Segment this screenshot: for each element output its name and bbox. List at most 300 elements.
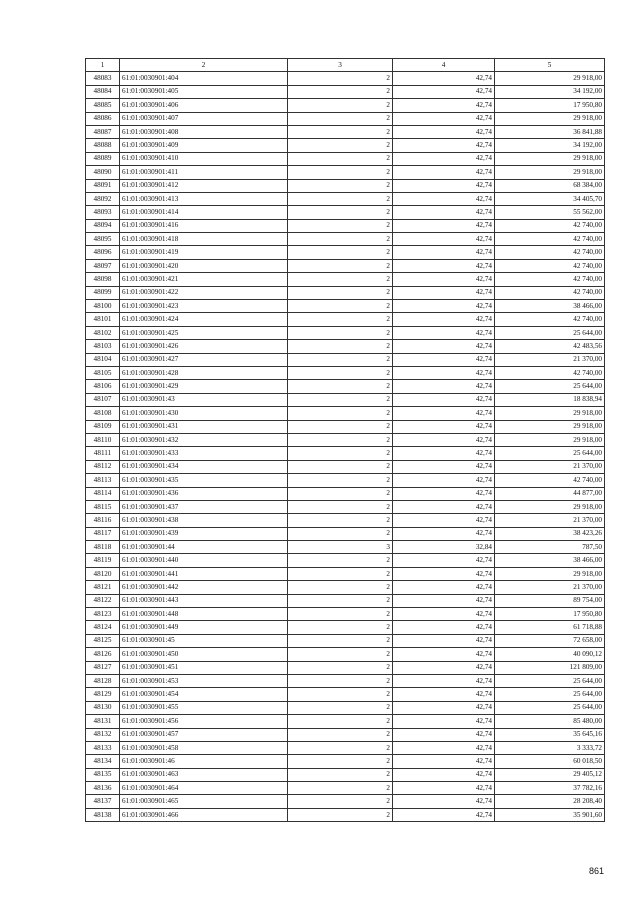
table-cell-col-2: 61:01:0030901:426: [120, 340, 288, 353]
table-header: [86, 59, 605, 72]
table-cell-col-2: 61:01:0030901:441: [120, 567, 288, 580]
table-cell-col-5: 89 754,00: [495, 594, 605, 607]
table-cell-col-3: 2: [288, 313, 393, 326]
table-row: [86, 768, 605, 781]
table-cell-col-1: 48105: [86, 366, 120, 379]
table-cell-col-1: 48131: [86, 715, 120, 728]
table-cell-col-5: 29 918,00: [495, 407, 605, 420]
table-cell-col-3: 2: [288, 768, 393, 781]
table-cell-col-1: 48113: [86, 474, 120, 487]
table-row: [86, 808, 605, 821]
table-row: [86, 433, 605, 446]
table-cell-col-4: 42,74: [393, 795, 495, 808]
table-cell-col-4: 42,74: [393, 527, 495, 540]
table-cell-col-2: 61:01:0030901:422: [120, 286, 288, 299]
table-cell-col-4: 42,74: [393, 674, 495, 687]
table-row: [86, 125, 605, 138]
table-row: [86, 192, 605, 205]
table-row: [86, 366, 605, 379]
table-cell-col-3: 2: [288, 755, 393, 768]
header-col-4: 4: [393, 59, 495, 72]
table-cell-col-3: 2: [288, 246, 393, 259]
table-cell-col-2: 61:01:0030901:414: [120, 206, 288, 219]
table-cell-col-5: 44 877,00: [495, 487, 605, 500]
table-cell-col-2: 61:01:0030901:440: [120, 554, 288, 567]
table-cell-col-3: 2: [288, 621, 393, 634]
table-cell-col-3: 2: [288, 715, 393, 728]
table-cell-col-3: 3: [288, 541, 393, 554]
table-cell-col-2: 61:01:0030901:421: [120, 273, 288, 286]
table-cell-col-5: 21 370,00: [495, 353, 605, 366]
table-cell-col-5: 29 918,00: [495, 166, 605, 179]
table-row: [86, 99, 605, 112]
table-cell-col-3: 2: [288, 152, 393, 165]
table-cell-col-5: 38 423,26: [495, 527, 605, 540]
table-cell-col-5: 34 192,00: [495, 85, 605, 98]
table-cell-col-1: 48097: [86, 259, 120, 272]
table-row: [86, 634, 605, 647]
table-row: [86, 741, 605, 754]
table-cell-col-3: 2: [288, 782, 393, 795]
table-cell-col-1: 48102: [86, 326, 120, 339]
table-cell-col-5: 42 483,56: [495, 340, 605, 353]
table-cell-col-2: 61:01:0030901:412: [120, 179, 288, 192]
table-body: [86, 72, 605, 822]
table-cell-col-4: 42,74: [393, 366, 495, 379]
table-cell-col-1: 48083: [86, 72, 120, 85]
table-row: [86, 541, 605, 554]
table-cell-col-3: 2: [288, 233, 393, 246]
table-cell-col-1: 48129: [86, 688, 120, 701]
table-cell-col-2: 61:01:0030901:427: [120, 353, 288, 366]
table-cell-col-1: 48088: [86, 139, 120, 152]
table-cell-col-4: 42,74: [393, 206, 495, 219]
table-cell-col-4: 42,74: [393, 447, 495, 460]
table-cell-col-5: 21 370,00: [495, 514, 605, 527]
table-cell-col-1: 48137: [86, 795, 120, 808]
table-cell-col-5: 36 841,88: [495, 125, 605, 138]
table-cell-col-5: 121 809,00: [495, 661, 605, 674]
table-cell-col-4: 42,74: [393, 728, 495, 741]
table-cell-col-4: 42,74: [393, 219, 495, 232]
table-cell-col-4: 42,74: [393, 554, 495, 567]
table-cell-col-2: 61:01:0030901:454: [120, 688, 288, 701]
table-cell-col-3: 2: [288, 728, 393, 741]
table-cell-col-1: 48085: [86, 99, 120, 112]
table-cell-col-2: 61:01:0030901:425: [120, 326, 288, 339]
table-cell-col-4: 42,74: [393, 634, 495, 647]
table-cell-col-4: 42,74: [393, 139, 495, 152]
table-row: [86, 152, 605, 165]
table-cell-col-5: 29 918,00: [495, 567, 605, 580]
header-col-1: 1: [86, 59, 120, 72]
table-cell-col-4: 42,74: [393, 701, 495, 714]
table-cell-col-5: 29 918,00: [495, 72, 605, 85]
table-cell-col-2: 61:01:0030901:448: [120, 608, 288, 621]
table-cell-col-4: 42,74: [393, 233, 495, 246]
table-cell-col-5: 42 740,00: [495, 233, 605, 246]
table-cell-col-1: 48094: [86, 219, 120, 232]
table-cell-col-4: 42,74: [393, 72, 495, 85]
table-cell-col-1: 48136: [86, 782, 120, 795]
table-row: [86, 795, 605, 808]
table-cell-col-3: 2: [288, 85, 393, 98]
table-cell-col-1: 48104: [86, 353, 120, 366]
table-cell-col-4: 42,74: [393, 594, 495, 607]
table-cell-col-2: 61:01:0030901:420: [120, 259, 288, 272]
table-cell-col-4: 42,74: [393, 688, 495, 701]
table-cell-col-4: 42,74: [393, 661, 495, 674]
table-cell-col-3: 2: [288, 273, 393, 286]
table-cell-col-4: 42,74: [393, 286, 495, 299]
header-row: [86, 59, 605, 72]
table-cell-col-2: 61:01:0030901:435: [120, 474, 288, 487]
table-cell-col-5: 42 740,00: [495, 273, 605, 286]
table-cell-col-2: 61:01:0030901:438: [120, 514, 288, 527]
table-cell-col-2: 61:01:0030901:453: [120, 674, 288, 687]
table-cell-col-2: 61:01:0030901:45: [120, 634, 288, 647]
table-row: [86, 340, 605, 353]
table-cell-col-2: 61:01:0030901:404: [120, 72, 288, 85]
table-cell-col-4: 42,74: [393, 514, 495, 527]
table-cell-col-1: 48099: [86, 286, 120, 299]
table-cell-col-5: 42 740,00: [495, 366, 605, 379]
table-cell-col-1: 48123: [86, 608, 120, 621]
table-cell-col-4: 42,74: [393, 648, 495, 661]
table-cell-col-1: 48109: [86, 420, 120, 433]
table-cell-col-1: 48121: [86, 581, 120, 594]
table-cell-col-2: 61:01:0030901:46: [120, 755, 288, 768]
table-row: [86, 621, 605, 634]
table-cell-col-3: 2: [288, 514, 393, 527]
table-cell-col-4: 42,74: [393, 326, 495, 339]
table-cell-col-2: 61:01:0030901:437: [120, 500, 288, 513]
table-cell-col-4: 42,74: [393, 621, 495, 634]
table-cell-col-1: 48132: [86, 728, 120, 741]
table-row: [86, 460, 605, 473]
table-cell-col-1: 48118: [86, 541, 120, 554]
table-cell-col-4: 42,74: [393, 246, 495, 259]
table-cell-col-2: 61:01:0030901:434: [120, 460, 288, 473]
table-cell-col-2: 61:01:0030901:418: [120, 233, 288, 246]
table-cell-col-2: 61:01:0030901:431: [120, 420, 288, 433]
table-cell-col-3: 2: [288, 688, 393, 701]
table-cell-col-5: 29 918,00: [495, 500, 605, 513]
table-cell-col-2: 61:01:0030901:451: [120, 661, 288, 674]
table-row: [86, 447, 605, 460]
table-row: [86, 139, 605, 152]
table-cell-col-1: 48110: [86, 433, 120, 446]
table-cell-col-4: 42,74: [393, 420, 495, 433]
table-cell-col-3: 2: [288, 674, 393, 687]
table-row: [86, 474, 605, 487]
table-cell-col-1: 48127: [86, 661, 120, 674]
table-cell-col-5: 21 370,00: [495, 460, 605, 473]
table-cell-col-1: 48125: [86, 634, 120, 647]
table-cell-col-5: 29 918,00: [495, 420, 605, 433]
table-cell-col-5: 34 405,70: [495, 192, 605, 205]
table-cell-col-1: 48111: [86, 447, 120, 460]
table-cell-col-2: 61:01:0030901:433: [120, 447, 288, 460]
table-cell-col-5: 72 658,00: [495, 634, 605, 647]
table-cell-col-1: 48128: [86, 674, 120, 687]
table-cell-col-3: 2: [288, 286, 393, 299]
table-row: [86, 527, 605, 540]
table-cell-col-5: 21 370,00: [495, 581, 605, 594]
table-cell-col-2: 61:01:0030901:409: [120, 139, 288, 152]
table-cell-col-2: 61:01:0030901:428: [120, 366, 288, 379]
table-cell-col-1: 48100: [86, 300, 120, 313]
table-cell-col-3: 2: [288, 795, 393, 808]
table-cell-col-1: 48122: [86, 594, 120, 607]
header-col-2: 2: [120, 59, 288, 72]
table-cell-col-3: 2: [288, 741, 393, 754]
table-cell-col-1: 48119: [86, 554, 120, 567]
table-row: [86, 500, 605, 513]
table-cell-col-2: 61:01:0030901:458: [120, 741, 288, 754]
table-cell-col-3: 2: [288, 487, 393, 500]
table-cell-col-2: 61:01:0030901:406: [120, 99, 288, 112]
table-cell-col-4: 42,74: [393, 273, 495, 286]
table-cell-col-2: 61:01:0030901:43: [120, 393, 288, 406]
table-cell-col-1: 48087: [86, 125, 120, 138]
table-cell-col-4: 42,74: [393, 500, 495, 513]
table-cell-col-5: 34 192,00: [495, 139, 605, 152]
table-cell-col-1: 48103: [86, 340, 120, 353]
table-cell-col-4: 42,74: [393, 433, 495, 446]
table-cell-col-4: 42,74: [393, 782, 495, 795]
table-cell-col-3: 2: [288, 808, 393, 821]
table-cell-col-3: 2: [288, 407, 393, 420]
table-cell-col-4: 42,74: [393, 313, 495, 326]
table-cell-col-5: 29 918,00: [495, 152, 605, 165]
table-cell-col-1: 48114: [86, 487, 120, 500]
table-cell-col-3: 2: [288, 661, 393, 674]
table-cell-col-1: 48106: [86, 380, 120, 393]
table-cell-col-4: 42,74: [393, 259, 495, 272]
header-col-3: 3: [288, 59, 393, 72]
table-cell-col-3: 2: [288, 634, 393, 647]
table-row: [86, 608, 605, 621]
table-cell-col-1: 48112: [86, 460, 120, 473]
table-cell-col-4: 42,74: [393, 380, 495, 393]
table-cell-col-3: 2: [288, 219, 393, 232]
table-cell-col-4: 42,74: [393, 192, 495, 205]
table-row: [86, 688, 605, 701]
table-cell-col-5: 68 384,00: [495, 179, 605, 192]
table-cell-col-1: 48138: [86, 808, 120, 821]
table-cell-col-3: 2: [288, 460, 393, 473]
table-cell-col-5: 85 480,00: [495, 715, 605, 728]
table-cell-col-4: 42,74: [393, 340, 495, 353]
table-cell-col-2: 61:01:0030901:456: [120, 715, 288, 728]
table-cell-col-3: 2: [288, 527, 393, 540]
table-row: [86, 420, 605, 433]
table-row: [86, 715, 605, 728]
table-cell-col-3: 2: [288, 380, 393, 393]
table-cell-col-1: 48107: [86, 393, 120, 406]
table-cell-col-5: 29 405,12: [495, 768, 605, 781]
table-cell-col-2: 61:01:0030901:432: [120, 433, 288, 446]
table-cell-col-5: 25 644,00: [495, 674, 605, 687]
table-cell-col-1: 48092: [86, 192, 120, 205]
table-row: [86, 393, 605, 406]
table-cell-col-4: 42,74: [393, 715, 495, 728]
table-cell-col-3: 2: [288, 300, 393, 313]
table-cell-col-3: 2: [288, 581, 393, 594]
table-row: [86, 567, 605, 580]
table-cell-col-2: 61:01:0030901:436: [120, 487, 288, 500]
table-cell-col-2: 61:01:0030901:429: [120, 380, 288, 393]
table-cell-col-5: 787,50: [495, 541, 605, 554]
table-cell-col-5: 3 333,72: [495, 741, 605, 754]
table-cell-col-5: 61 718,88: [495, 621, 605, 634]
table-cell-col-2: 61:01:0030901:466: [120, 808, 288, 821]
table-cell-col-2: 61:01:0030901:405: [120, 85, 288, 98]
table-cell-col-4: 42,74: [393, 353, 495, 366]
table-cell-col-4: 42,74: [393, 808, 495, 821]
table-cell-col-5: 25 644,00: [495, 688, 605, 701]
table-row: [86, 728, 605, 741]
table-cell-col-2: 61:01:0030901:455: [120, 701, 288, 714]
cadastral-table: [85, 58, 605, 822]
table-cell-col-4: 42,74: [393, 460, 495, 473]
table-cell-col-1: 48133: [86, 741, 120, 754]
table-row: [86, 674, 605, 687]
table-cell-col-5: 28 208,40: [495, 795, 605, 808]
table-cell-col-2: 61:01:0030901:424: [120, 313, 288, 326]
table-cell-col-2: 61:01:0030901:410: [120, 152, 288, 165]
table-cell-col-3: 2: [288, 474, 393, 487]
table-cell-col-3: 2: [288, 112, 393, 125]
table-row: [86, 179, 605, 192]
table-cell-col-4: 42,74: [393, 768, 495, 781]
table-cell-col-3: 2: [288, 206, 393, 219]
table-cell-col-1: 48090: [86, 166, 120, 179]
table-row: [86, 380, 605, 393]
table-row: [86, 273, 605, 286]
table-cell-col-5: 25 644,00: [495, 701, 605, 714]
table-cell-col-5: 35 901,60: [495, 808, 605, 821]
table-cell-col-3: 2: [288, 594, 393, 607]
table-cell-col-2: 61:01:0030901:457: [120, 728, 288, 741]
table-cell-col-4: 42,74: [393, 755, 495, 768]
table-cell-col-2: 61:01:0030901:443: [120, 594, 288, 607]
table-row: [86, 326, 605, 339]
table-cell-col-1: 48089: [86, 152, 120, 165]
table-cell-col-5: 42 740,00: [495, 286, 605, 299]
table-cell-col-4: 42,74: [393, 85, 495, 98]
table-cell-col-4: 42,74: [393, 608, 495, 621]
table-row: [86, 286, 605, 299]
table-cell-col-5: 25 644,00: [495, 447, 605, 460]
table-cell-col-5: 38 466,00: [495, 554, 605, 567]
table-cell-col-3: 2: [288, 326, 393, 339]
table-cell-col-3: 2: [288, 500, 393, 513]
table-cell-col-2: 61:01:0030901:416: [120, 219, 288, 232]
header-col-5: 5: [495, 59, 605, 72]
table-row: [86, 85, 605, 98]
table-cell-col-3: 2: [288, 179, 393, 192]
table-row: [86, 246, 605, 259]
table-row: [86, 755, 605, 768]
table-cell-col-1: 48117: [86, 527, 120, 540]
table-cell-col-1: 48093: [86, 206, 120, 219]
table-cell-col-2: 61:01:0030901:463: [120, 768, 288, 781]
table-cell-col-4: 42,74: [393, 393, 495, 406]
table-cell-col-5: 42 740,00: [495, 313, 605, 326]
table-cell-col-1: 48091: [86, 179, 120, 192]
table-cell-col-3: 2: [288, 447, 393, 460]
table-cell-col-5: 40 090,12: [495, 648, 605, 661]
table-cell-col-4: 42,74: [393, 407, 495, 420]
table-cell-col-1: 48095: [86, 233, 120, 246]
table-cell-col-3: 2: [288, 366, 393, 379]
table-cell-col-5: 60 018,50: [495, 755, 605, 768]
table-row: [86, 300, 605, 313]
table-row: [86, 206, 605, 219]
table-cell-col-1: 48115: [86, 500, 120, 513]
table-cell-col-3: 2: [288, 701, 393, 714]
table-cell-col-3: 2: [288, 353, 393, 366]
table-cell-col-1: 48116: [86, 514, 120, 527]
table-cell-col-4: 42,74: [393, 487, 495, 500]
table-cell-col-3: 2: [288, 554, 393, 567]
table-cell-col-1: 48084: [86, 85, 120, 98]
table-cell-col-5: 55 562,00: [495, 206, 605, 219]
table-row: [86, 112, 605, 125]
table-cell-col-2: 61:01:0030901:411: [120, 166, 288, 179]
table-cell-col-1: 48130: [86, 701, 120, 714]
table-cell-col-3: 2: [288, 648, 393, 661]
table-cell-col-4: 42,74: [393, 125, 495, 138]
table-cell-col-4: 42,74: [393, 99, 495, 112]
table-cell-col-1: 48096: [86, 246, 120, 259]
table-cell-col-4: 32,84: [393, 541, 495, 554]
table-cell-col-5: 37 782,16: [495, 782, 605, 795]
table-row: [86, 313, 605, 326]
table-cell-col-3: 2: [288, 139, 393, 152]
table-cell-col-2: 61:01:0030901:439: [120, 527, 288, 540]
table-cell-col-2: 61:01:0030901:450: [120, 648, 288, 661]
table-row: [86, 648, 605, 661]
table-cell-col-3: 2: [288, 72, 393, 85]
table-cell-col-4: 42,74: [393, 112, 495, 125]
table-cell-col-1: 48120: [86, 567, 120, 580]
table-cell-col-2: 61:01:0030901:449: [120, 621, 288, 634]
table-cell-col-5: 17 950,80: [495, 608, 605, 621]
table-cell-col-2: 61:01:0030901:464: [120, 782, 288, 795]
table-cell-col-5: 42 740,00: [495, 259, 605, 272]
table-cell-col-5: 29 918,00: [495, 112, 605, 125]
table-cell-col-4: 42,74: [393, 152, 495, 165]
table-cell-col-4: 42,74: [393, 474, 495, 487]
table-cell-col-3: 2: [288, 433, 393, 446]
table-row: [86, 594, 605, 607]
table-row: [86, 407, 605, 420]
table-cell-col-4: 42,74: [393, 166, 495, 179]
table-cell-col-3: 2: [288, 567, 393, 580]
table-cell-col-3: 2: [288, 259, 393, 272]
table-cell-col-3: 2: [288, 608, 393, 621]
table-row: [86, 233, 605, 246]
table-cell-col-5: 42 740,00: [495, 246, 605, 259]
table-cell-col-5: 25 644,00: [495, 326, 605, 339]
table-cell-col-1: 48124: [86, 621, 120, 634]
table-cell-col-3: 2: [288, 125, 393, 138]
table-cell-col-1: 48086: [86, 112, 120, 125]
table-row: [86, 219, 605, 232]
